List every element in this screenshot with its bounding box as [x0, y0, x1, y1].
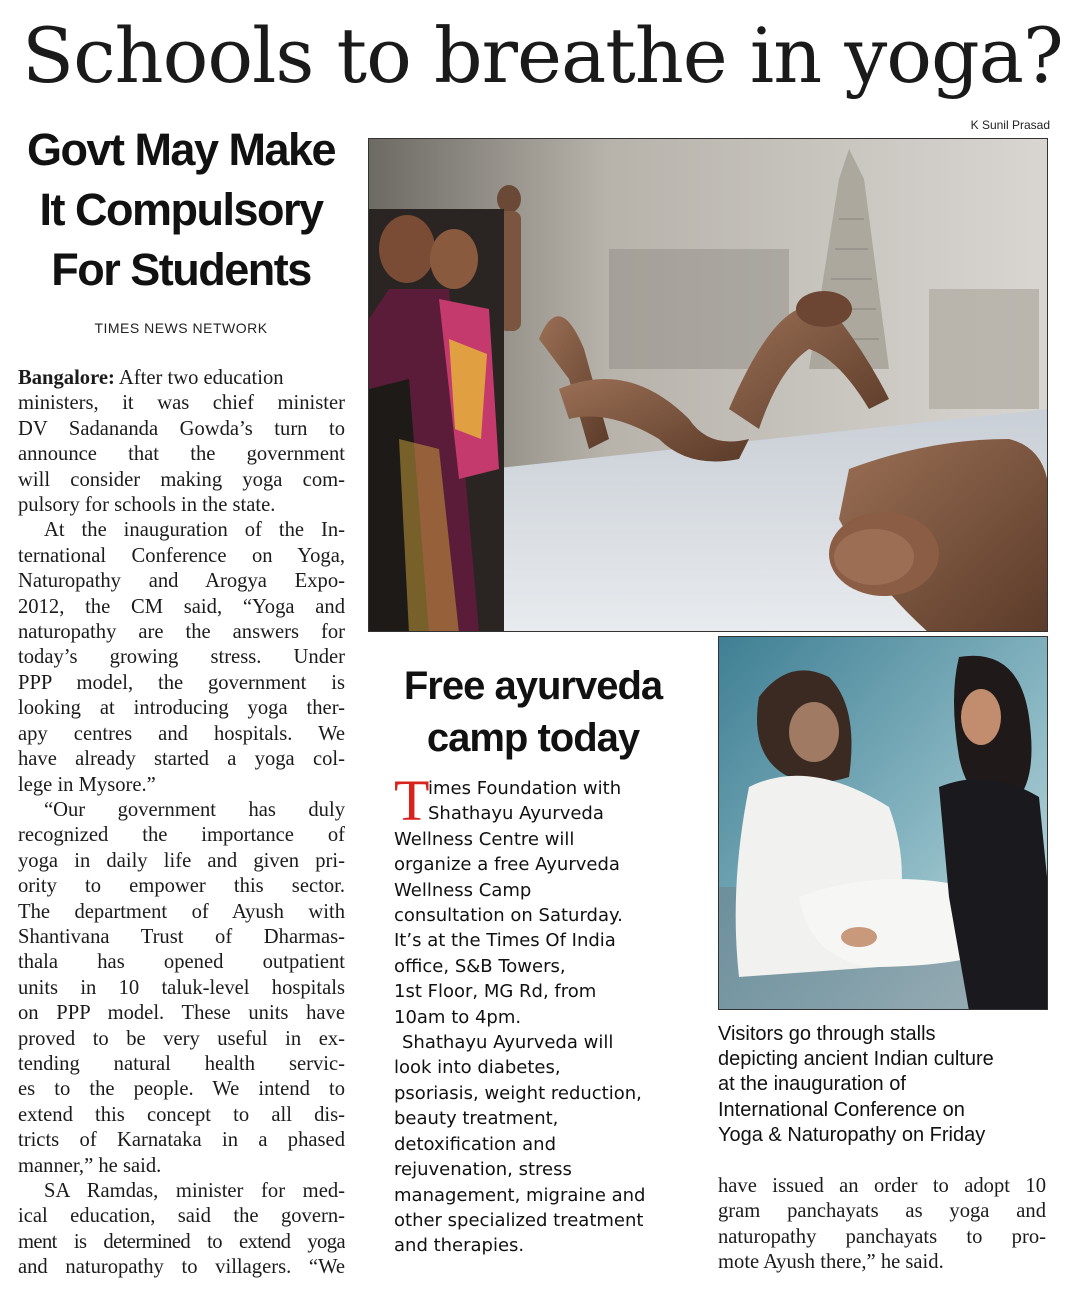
article-line: proved to be very useful in ex- — [18, 1027, 345, 1050]
article-line: and naturopathy to villagers. “We — [18, 1256, 345, 1279]
byline: TIMES NEWS NETWORK — [94, 320, 268, 336]
article-line: apy centres and hospitals. We — [18, 722, 345, 745]
article-line: pulsory for schools in the state. — [18, 494, 276, 517]
article-line: Bangalore: After two education — [18, 367, 284, 389]
subhead-line: Govt May Make — [26, 124, 336, 175]
article-line: today’s growing stress. Under — [18, 646, 345, 669]
box-line: Wellness Camp — [394, 879, 532, 901]
article-line: announce that the government — [18, 443, 345, 466]
subhead-line: For Students — [51, 244, 311, 295]
article-line: looking at introducing yoga ther- — [18, 697, 345, 720]
photo-credit: K Sunil Prasad — [970, 118, 1050, 132]
article-line: tending natural health servic- — [18, 1052, 345, 1075]
box-line: imes Foundation with — [428, 778, 622, 799]
article-line: Shantivana Trust of Dharmas- — [18, 925, 345, 948]
box-title-line: camp today — [426, 716, 640, 760]
caption-line: Yoga & Naturopathy on Friday — [718, 1123, 986, 1146]
box-line: rejuvenation, stress — [394, 1159, 572, 1181]
article-line: naturopathy panchayats to pro- — [718, 1225, 1046, 1248]
article-line: ority to empower this sector. — [18, 875, 345, 898]
article-right-column — [718, 1174, 1046, 1276]
article-line: naturopathy are the answers for — [18, 621, 345, 644]
box-line: Shathayu Ayurveda — [428, 803, 604, 825]
article-line: have already started a yoga col- — [18, 748, 345, 771]
article-line: on PPP model. These units have — [18, 1002, 345, 1025]
caption-line: International Conference on — [718, 1098, 965, 1121]
article-line: 2012, the CM said, “Yoga and — [18, 595, 345, 618]
caption-line: at the inauguration of — [718, 1073, 906, 1096]
box-line: other specialized treatment — [394, 1209, 644, 1231]
dateline: Bangalore: — [18, 367, 115, 389]
box-line: office, S&B Towers, — [394, 955, 566, 977]
subheadline — [12, 120, 350, 300]
box-line: psoriasis, weight reduction, — [394, 1082, 642, 1104]
box-line: Wellness Centre will — [394, 828, 575, 850]
box-title-line: Free ayurveda — [403, 664, 663, 708]
drop-cap: T — [394, 768, 430, 833]
box-line: consultation on Saturday. — [394, 905, 623, 927]
article-line: manner,” he said. — [18, 1154, 162, 1177]
subhead-line: It Compulsory — [39, 184, 323, 235]
box-line: organize a free Ayurveda — [394, 854, 620, 876]
box-line: beauty treatment, — [394, 1108, 559, 1130]
article-line: ministers, it was chief minister — [18, 392, 345, 415]
box-line: and therapies. — [394, 1235, 525, 1257]
article-line: PPP model, the government is — [18, 671, 345, 694]
box-line: management, migraine and — [394, 1184, 646, 1206]
article-line: lege in Mysore.” — [18, 773, 156, 796]
caption-line: Visitors go through stalls — [718, 1023, 936, 1045]
article-line: extend this concept to all dis- — [18, 1103, 345, 1126]
article-line: mote Ayush there,” he said. — [718, 1251, 944, 1274]
article-line: SA Ramdas, minister for med- — [44, 1180, 345, 1202]
box-line: It’s at the Times Of India — [394, 930, 616, 952]
main-photo — [368, 138, 1048, 632]
article-line: “Our government has duly — [44, 798, 345, 821]
article-line: thala has opened outpatient — [18, 951, 345, 974]
article-line: ical education, said the govern- — [18, 1205, 345, 1228]
box-body — [394, 768, 684, 1259]
secondary-photo — [718, 636, 1048, 1010]
box-line: 1st Floor, MG Rd, from — [394, 981, 597, 1003]
photo-caption — [718, 1022, 1048, 1148]
headline: Schools to breathe in yoga? — [22, 11, 1063, 100]
box-line: Shathayu Ayurveda will — [402, 1032, 614, 1054]
article-line: have issued an order to adopt 10 — [718, 1175, 1046, 1197]
article-line: The department of Ayush with — [18, 900, 345, 923]
article-line: At the inauguration of the In- — [44, 519, 345, 542]
article-line: Naturopathy and Arogya Expo- — [18, 570, 345, 593]
yoga-exhibit-photo — [369, 139, 1048, 632]
article-line: gram panchayats as yoga and — [718, 1200, 1046, 1223]
article-line: will consider making yoga com- — [18, 468, 345, 491]
box-line: 10am to 4pm. — [394, 1006, 522, 1028]
article-line: tricts of Karnataka in a phased — [18, 1129, 345, 1152]
article-line: yoga in daily life and given pri- — [18, 849, 345, 872]
article-left-column — [18, 366, 345, 1281]
box-title — [368, 660, 698, 764]
visitors-photo — [719, 637, 1048, 1010]
article-line: units in 10 taluk-level hospitals — [18, 976, 345, 999]
article-line: recognized the importance of — [18, 824, 345, 847]
box-line: detoxification and — [394, 1133, 556, 1155]
article-line: ternational Conference on Yoga, — [18, 544, 345, 567]
article-line: ment is determined to extend yoga — [18, 1230, 345, 1253]
box-line: look into diabetes, — [394, 1057, 561, 1079]
caption-line: depicting ancient Indian culture — [718, 1048, 994, 1071]
article-line: es to the people. We intend to — [18, 1078, 345, 1101]
article-line: DV Sadananda Gowda’s turn to — [18, 417, 345, 440]
